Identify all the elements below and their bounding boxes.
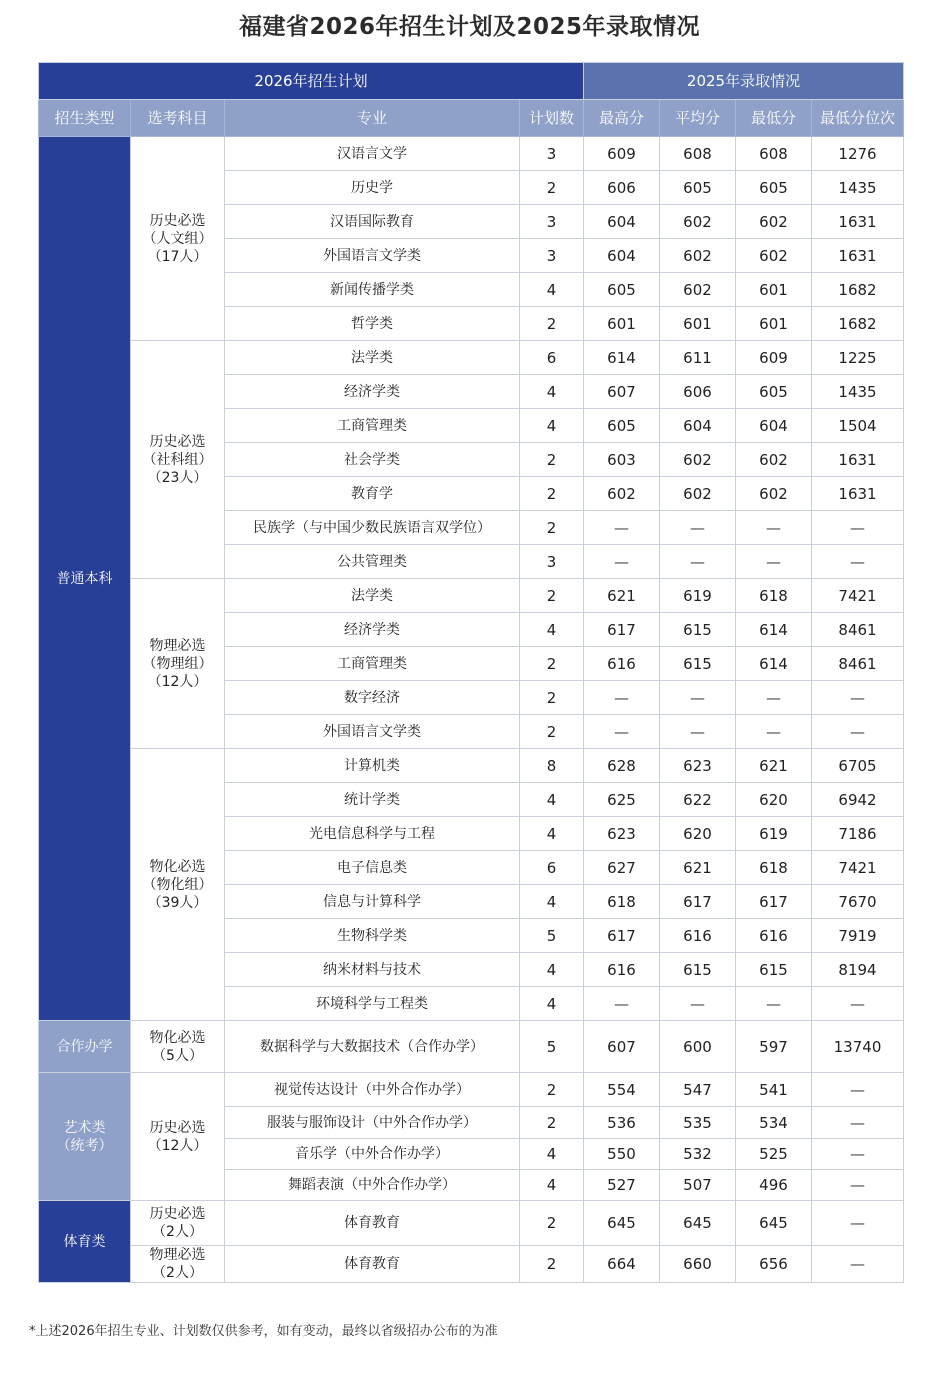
max-score-cell: 607	[584, 375, 660, 409]
major-cell: 新闻传播学类	[225, 273, 520, 307]
avg-score-cell: 660	[660, 1246, 736, 1283]
min-rank-cell: 1631	[812, 205, 904, 239]
min-rank-cell: 1435	[812, 171, 904, 205]
plan-count-cell: 2	[520, 477, 584, 511]
avg-score-cell: 602	[660, 443, 736, 477]
avg-score-cell: 645	[660, 1201, 736, 1246]
max-score-cell: 609	[584, 137, 660, 171]
category-label: 合作办学	[56, 1038, 113, 1055]
min-rank-cell: —	[812, 1073, 904, 1107]
plan-count-cell: 4	[520, 1139, 584, 1170]
min-rank-cell: 7421	[812, 851, 904, 885]
avg-score-cell: —	[660, 987, 736, 1021]
avg-score-cell: 535	[660, 1107, 736, 1139]
category-label: （统考）	[56, 1137, 113, 1154]
min-score-cell: 614	[736, 647, 812, 681]
major-cell: 光电信息科学与工程	[225, 817, 520, 851]
min-score-cell: 541	[736, 1073, 812, 1107]
plan-2026-header: 2026年招生计划	[39, 63, 584, 100]
avg-score-cell: 621	[660, 851, 736, 885]
min-score-cell: 609	[736, 341, 812, 375]
plan-count-cell: 3	[520, 545, 584, 579]
min-rank-cell: 1435	[812, 375, 904, 409]
min-score-cell: 602	[736, 239, 812, 273]
min-score-cell: —	[736, 715, 812, 749]
table-row	[39, 1246, 904, 1283]
subject-group-cell	[131, 1246, 225, 1283]
col-header-max: 最高分	[584, 100, 660, 137]
avg-score-cell: 602	[660, 477, 736, 511]
avg-score-cell: 602	[660, 239, 736, 273]
col-header-plan: 计划数	[520, 100, 584, 137]
min-score-cell: 496	[736, 1170, 812, 1201]
min-rank-cell: 7421	[812, 579, 904, 613]
avg-score-cell: 615	[660, 647, 736, 681]
category-label: 普通本科	[56, 570, 113, 587]
major-cell: 经济学类	[225, 375, 520, 409]
avg-score-cell: 601	[660, 307, 736, 341]
min-score-cell: —	[736, 511, 812, 545]
plan-count-cell: 2	[520, 511, 584, 545]
max-score-cell: 621	[584, 579, 660, 613]
subject-group-label: （物化组）	[142, 876, 213, 893]
plan-count-cell: 4	[520, 409, 584, 443]
min-rank-cell: —	[812, 987, 904, 1021]
avg-score-cell: 616	[660, 919, 736, 953]
plan-count-cell: 4	[520, 783, 584, 817]
col-header-subject: 选考科目	[131, 100, 225, 137]
min-score-cell: 602	[736, 443, 812, 477]
avg-score-cell: —	[660, 511, 736, 545]
table-body	[39, 137, 904, 1283]
min-rank-cell: 1225	[812, 341, 904, 375]
min-score-cell: 645	[736, 1201, 812, 1246]
min-score-cell: 601	[736, 273, 812, 307]
max-score-cell: 645	[584, 1201, 660, 1246]
major-cell: 服装与服饰设计（中外合作办学）	[225, 1107, 520, 1139]
min-rank-cell: —	[812, 1107, 904, 1139]
avg-score-cell: 615	[660, 613, 736, 647]
plan-count-cell: 2	[520, 1201, 584, 1246]
max-score-cell: 603	[584, 443, 660, 477]
major-cell: 社会学类	[225, 443, 520, 477]
avg-score-cell: —	[660, 681, 736, 715]
max-score-cell: 617	[584, 613, 660, 647]
major-cell: 生物科学类	[225, 919, 520, 953]
major-cell: 汉语言文学	[225, 137, 520, 171]
plan-count-cell: 2	[520, 1073, 584, 1107]
avg-score-cell: 602	[660, 273, 736, 307]
category-label: 体育类	[63, 1233, 106, 1250]
min-rank-cell: —	[812, 511, 904, 545]
min-rank-cell: 1631	[812, 443, 904, 477]
subject-group-label: （社科组）	[142, 451, 213, 468]
max-score-cell: —	[584, 715, 660, 749]
subject-group-label: 物化必选	[149, 1029, 206, 1046]
major-cell: 计算机类	[225, 749, 520, 783]
max-score-cell: 605	[584, 273, 660, 307]
avg-score-cell: 507	[660, 1170, 736, 1201]
max-score-cell: 627	[584, 851, 660, 885]
avg-score-cell: 615	[660, 953, 736, 987]
subject-group-label: 物化必选	[149, 858, 206, 875]
col-header-type: 招生类型	[39, 100, 131, 137]
min-rank-cell: 7670	[812, 885, 904, 919]
major-cell: 历史学	[225, 171, 520, 205]
max-score-cell: 527	[584, 1170, 660, 1201]
min-score-cell: 602	[736, 477, 812, 511]
min-rank-cell: —	[812, 1246, 904, 1283]
max-score-cell: —	[584, 545, 660, 579]
plan-count-cell: 2	[520, 715, 584, 749]
table-row	[39, 137, 904, 171]
min-score-cell: 618	[736, 579, 812, 613]
subject-group-label: 历史必选	[149, 212, 206, 229]
min-rank-cell: 6942	[812, 783, 904, 817]
major-cell: 数据科学与大数据技术（合作办学）	[225, 1021, 520, 1073]
category-label: 艺术类	[63, 1119, 106, 1136]
max-score-cell: 616	[584, 953, 660, 987]
min-score-cell: 656	[736, 1246, 812, 1283]
subject-group-label: （人文组）	[142, 230, 213, 247]
max-score-cell: 623	[584, 817, 660, 851]
max-score-cell: 601	[584, 307, 660, 341]
plan-count-cell: 6	[520, 341, 584, 375]
col-header-avg: 平均分	[660, 100, 736, 137]
avg-score-cell: 611	[660, 341, 736, 375]
col-header-min: 最低分	[736, 100, 812, 137]
max-score-cell: 550	[584, 1139, 660, 1170]
category-cell	[39, 1073, 131, 1201]
max-score-cell: —	[584, 681, 660, 715]
major-cell: 汉语国际教育	[225, 205, 520, 239]
major-cell: 民族学（与中国少数民族语言双学位）	[225, 511, 520, 545]
col-header-major: 专业	[225, 100, 520, 137]
plan-count-cell: 4	[520, 273, 584, 307]
plan-count-cell: 2	[520, 307, 584, 341]
max-score-cell: 607	[584, 1021, 660, 1073]
avg-score-cell: 604	[660, 409, 736, 443]
max-score-cell: 625	[584, 783, 660, 817]
max-score-cell: 554	[584, 1073, 660, 1107]
col-header-rank: 最低分位次	[812, 100, 904, 137]
plan-count-cell: 6	[520, 851, 584, 885]
subject-group-label: 历史必选	[149, 433, 206, 450]
avg-score-cell: —	[660, 715, 736, 749]
plan-count-cell: 2	[520, 681, 584, 715]
major-cell: 外国语言文学类	[225, 715, 520, 749]
major-cell: 音乐学（中外合作办学）	[225, 1139, 520, 1170]
avg-score-cell: 600	[660, 1021, 736, 1073]
table-row	[39, 1073, 904, 1107]
table-row	[39, 1021, 904, 1073]
min-rank-cell: 1631	[812, 239, 904, 273]
plan-count-cell: 4	[520, 885, 584, 919]
min-rank-cell: —	[812, 715, 904, 749]
table-row	[39, 341, 904, 375]
major-cell: 工商管理类	[225, 409, 520, 443]
avg-score-cell: 617	[660, 885, 736, 919]
min-score-cell: 617	[736, 885, 812, 919]
min-score-cell: 597	[736, 1021, 812, 1073]
plan-count-cell: 2	[520, 1246, 584, 1283]
avg-score-cell: 623	[660, 749, 736, 783]
max-score-cell: 604	[584, 239, 660, 273]
min-score-cell: 618	[736, 851, 812, 885]
plan-count-cell: 4	[520, 953, 584, 987]
min-score-cell: —	[736, 987, 812, 1021]
subject-group-cell	[131, 341, 225, 579]
min-rank-cell: 8194	[812, 953, 904, 987]
major-cell: 哲学类	[225, 307, 520, 341]
min-rank-cell: 1631	[812, 477, 904, 511]
subject-group-cell	[131, 749, 225, 1021]
category-cell	[39, 137, 131, 1021]
subject-group-label: 历史必选	[149, 1119, 206, 1136]
category-cell	[39, 1201, 131, 1283]
subject-group-label: （物理组）	[142, 655, 213, 672]
admission-table	[38, 62, 904, 1283]
avg-score-cell: 606	[660, 375, 736, 409]
plan-count-cell: 4	[520, 375, 584, 409]
plan-count-cell: 8	[520, 749, 584, 783]
subject-group-label: （23人）	[147, 469, 208, 486]
min-score-cell: 605	[736, 375, 812, 409]
subject-group-cell	[131, 1021, 225, 1073]
max-score-cell: 604	[584, 205, 660, 239]
major-cell: 教育学	[225, 477, 520, 511]
min-score-cell: 620	[736, 783, 812, 817]
max-score-cell: 606	[584, 171, 660, 205]
major-cell: 体育教育	[225, 1201, 520, 1246]
plan-count-cell: 3	[520, 137, 584, 171]
category-cell	[39, 1021, 131, 1073]
min-rank-cell: 1276	[812, 137, 904, 171]
max-score-cell: 536	[584, 1107, 660, 1139]
max-score-cell: 616	[584, 647, 660, 681]
subject-group-label: （2人）	[152, 1224, 203, 1240]
min-score-cell: 619	[736, 817, 812, 851]
max-score-cell: 614	[584, 341, 660, 375]
avg-score-cell: —	[660, 545, 736, 579]
max-score-cell: 628	[584, 749, 660, 783]
avg-score-cell: 608	[660, 137, 736, 171]
major-cell: 电子信息类	[225, 851, 520, 885]
min-score-cell: 602	[736, 205, 812, 239]
min-score-cell: 608	[736, 137, 812, 171]
max-score-cell: 602	[584, 477, 660, 511]
min-score-cell: —	[736, 681, 812, 715]
page-title: 福建省2026年招生计划及2025年录取情况	[238, 14, 701, 40]
major-cell: 法学类	[225, 341, 520, 375]
plan-count-cell: 4	[520, 613, 584, 647]
min-rank-cell: —	[812, 1139, 904, 1170]
min-rank-cell: 8461	[812, 647, 904, 681]
major-cell: 视觉传达设计（中外合作办学）	[225, 1073, 520, 1107]
major-cell: 经济学类	[225, 613, 520, 647]
plan-count-cell: 5	[520, 919, 584, 953]
major-cell: 法学类	[225, 579, 520, 613]
major-cell: 工商管理类	[225, 647, 520, 681]
min-rank-cell: 7186	[812, 817, 904, 851]
avg-score-cell: 547	[660, 1073, 736, 1107]
min-score-cell: 621	[736, 749, 812, 783]
subject-group-label: 物理必选	[149, 637, 206, 654]
avg-score-cell: 619	[660, 579, 736, 613]
plan-count-cell: 3	[520, 239, 584, 273]
min-score-cell: —	[736, 545, 812, 579]
min-score-cell: 601	[736, 307, 812, 341]
subject-group-label: 历史必选	[149, 1206, 206, 1222]
plan-count-cell: 2	[520, 443, 584, 477]
min-score-cell: 615	[736, 953, 812, 987]
min-rank-cell: 7919	[812, 919, 904, 953]
plan-count-cell: 2	[520, 1107, 584, 1139]
max-score-cell: 617	[584, 919, 660, 953]
subject-group-cell	[131, 579, 225, 749]
min-rank-cell: —	[812, 1170, 904, 1201]
table-row	[39, 579, 904, 613]
min-rank-cell: —	[812, 545, 904, 579]
max-score-cell: 605	[584, 409, 660, 443]
footnote: *上述2026年招生专业、计划数仅供参考，如有变动，最终以省级招办公布的为准	[29, 1324, 498, 1339]
subject-group-cell	[131, 1073, 225, 1201]
min-score-cell: 605	[736, 171, 812, 205]
avg-score-cell: 532	[660, 1139, 736, 1170]
avg-score-cell: 622	[660, 783, 736, 817]
admission-2025-header: 2025年录取情况	[584, 63, 904, 100]
min-rank-cell: —	[812, 1201, 904, 1246]
min-score-cell: 614	[736, 613, 812, 647]
plan-count-cell: 2	[520, 171, 584, 205]
avg-score-cell: 605	[660, 171, 736, 205]
major-cell: 信息与计算科学	[225, 885, 520, 919]
plan-count-cell: 2	[520, 579, 584, 613]
major-cell: 数字经济	[225, 681, 520, 715]
plan-count-cell: 4	[520, 987, 584, 1021]
plan-count-cell: 4	[520, 817, 584, 851]
max-score-cell: 664	[584, 1246, 660, 1283]
plan-count-cell: 3	[520, 205, 584, 239]
table-row	[39, 1201, 904, 1246]
subject-group-label: （17人）	[147, 248, 208, 265]
avg-score-cell: 620	[660, 817, 736, 851]
subject-group-label: （2人）	[152, 1265, 203, 1281]
min-rank-cell: 1682	[812, 307, 904, 341]
table-row	[39, 749, 904, 783]
min-rank-cell: 13740	[812, 1021, 904, 1073]
major-cell: 舞蹈表演（中外合作办学）	[225, 1170, 520, 1201]
subject-group-cell	[131, 137, 225, 341]
subject-group-label: 物理必选	[149, 1247, 206, 1263]
max-score-cell: 618	[584, 885, 660, 919]
avg-score-cell: 602	[660, 205, 736, 239]
major-cell: 体育教育	[225, 1246, 520, 1283]
subject-group-label: （12人）	[147, 1137, 208, 1154]
min-rank-cell: 8461	[812, 613, 904, 647]
subject-group-label: （12人）	[147, 673, 208, 690]
subject-group-label: （39人）	[147, 894, 208, 911]
max-score-cell: —	[584, 987, 660, 1021]
subject-group-cell	[131, 1201, 225, 1246]
major-cell: 环境科学与工程类	[225, 987, 520, 1021]
min-rank-cell: 1504	[812, 409, 904, 443]
major-cell: 外国语言文学类	[225, 239, 520, 273]
min-score-cell: 525	[736, 1139, 812, 1170]
plan-count-cell: 2	[520, 647, 584, 681]
min-score-cell: 534	[736, 1107, 812, 1139]
min-score-cell: 604	[736, 409, 812, 443]
plan-count-cell: 5	[520, 1021, 584, 1073]
major-cell: 纳米材料与技术	[225, 953, 520, 987]
subject-group-label: （5人）	[152, 1047, 203, 1064]
min-rank-cell: 6705	[812, 749, 904, 783]
plan-count-cell: 4	[520, 1170, 584, 1201]
max-score-cell: —	[584, 511, 660, 545]
major-cell: 公共管理类	[225, 545, 520, 579]
min-score-cell: 616	[736, 919, 812, 953]
major-cell: 统计学类	[225, 783, 520, 817]
min-rank-cell: —	[812, 681, 904, 715]
min-rank-cell: 1682	[812, 273, 904, 307]
